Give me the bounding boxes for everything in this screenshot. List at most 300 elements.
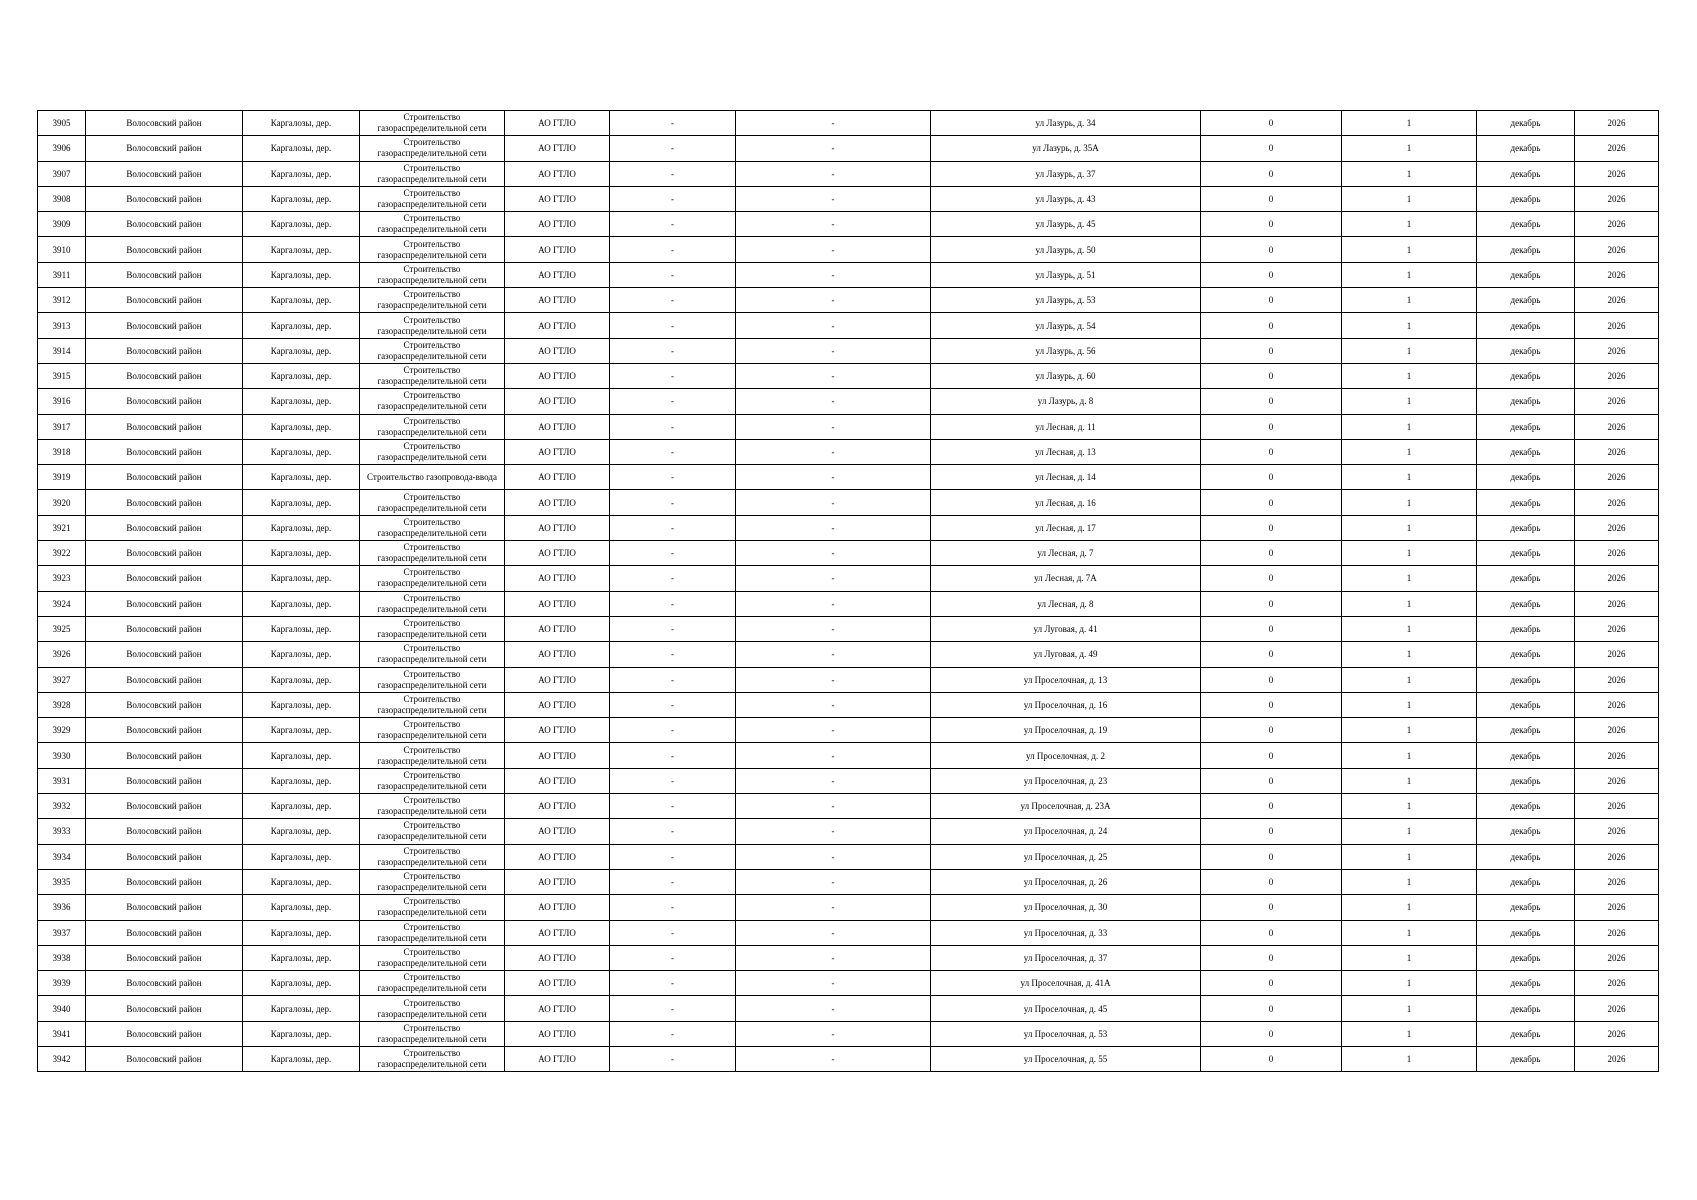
cell-col7: - [736, 515, 931, 540]
cell-work-type [360, 844, 505, 869]
cell-number: 3905 [38, 111, 86, 136]
work-type-text: Строительство газораспределительной сети [377, 441, 487, 462]
cell-address: ул Проселочная, д. 19 [931, 718, 1201, 743]
cell-number: 3912 [38, 288, 86, 313]
cell-col6: - [610, 262, 736, 287]
cell-col10: 1 [1342, 541, 1477, 566]
table-row [38, 414, 1659, 439]
cell-month: декабрь [1477, 161, 1575, 186]
cell-col6: - [610, 136, 736, 161]
cell-col6: - [610, 288, 736, 313]
work-type-text: Строительство газораспределительной сети [377, 415, 487, 437]
table-row [38, 642, 1659, 667]
cell-work-type [360, 642, 505, 667]
cell-number: 3934 [38, 844, 86, 869]
cell-col7: - [736, 616, 931, 641]
cell-settlement: Каргалозы, дер. [243, 692, 360, 717]
work-type-text: Строительство газораспределительной сети [377, 188, 487, 210]
cell-district: Волосовский район [86, 591, 243, 616]
work-type-text: Строительство газопровода-ввода [367, 471, 497, 482]
cell-organization: АО ГТЛО [505, 945, 610, 970]
cell-organization: АО ГТЛО [505, 389, 610, 414]
cell-col10: 1 [1342, 136, 1477, 161]
cell-organization: АО ГТЛО [505, 819, 610, 844]
cell-work-type [360, 161, 505, 186]
cell-year: 2026 [1575, 541, 1659, 566]
cell-col10: 1 [1342, 718, 1477, 743]
cell-settlement: Каргалозы, дер. [243, 288, 360, 313]
cell-col9: 0 [1201, 920, 1342, 945]
cell-year: 2026 [1575, 414, 1659, 439]
cell-number: 3918 [38, 439, 86, 464]
work-type-text: Строительство газораспределительной сети [377, 365, 487, 387]
cell-settlement: Каргалозы, дер. [243, 515, 360, 540]
table-row [38, 844, 1659, 869]
cell-settlement: Каргалозы, дер. [243, 642, 360, 667]
cell-col7: - [736, 490, 931, 515]
cell-number: 3937 [38, 920, 86, 945]
cell-col7: - [736, 111, 931, 136]
cell-col9: 0 [1201, 288, 1342, 313]
work-type-text: Строительство газораспределительной сети [377, 289, 487, 311]
work-type-text: Строительство газораспределительной сети [377, 516, 487, 538]
cell-year: 2026 [1575, 743, 1659, 768]
cell-col9: 0 [1201, 642, 1342, 667]
cell-year: 2026 [1575, 465, 1659, 490]
work-type-text: Строительство газораспределительной сети [377, 946, 487, 968]
cell-col10: 1 [1342, 591, 1477, 616]
cell-number: 3942 [38, 1046, 86, 1071]
cell-settlement: Каргалозы, дер. [243, 971, 360, 996]
cell-year: 2026 [1575, 692, 1659, 717]
cell-col9: 0 [1201, 237, 1342, 262]
cell-col10: 1 [1342, 819, 1477, 844]
cell-col7: - [736, 288, 931, 313]
cell-settlement: Каргалозы, дер. [243, 819, 360, 844]
cell-organization: АО ГТЛО [505, 212, 610, 237]
cell-month: декабрь [1477, 313, 1575, 338]
cell-col7: - [736, 591, 931, 616]
cell-col7: - [736, 1021, 931, 1046]
cell-col7: - [736, 945, 931, 970]
cell-settlement: Каргалозы, дер. [243, 111, 360, 136]
table-row [38, 161, 1659, 186]
work-type-text: Строительство газораспределительной сети [377, 871, 487, 893]
cell-number: 3939 [38, 971, 86, 996]
cell-month: декабрь [1477, 642, 1575, 667]
cell-number: 3927 [38, 667, 86, 692]
cell-number: 3932 [38, 794, 86, 819]
cell-col9: 0 [1201, 692, 1342, 717]
cell-col9: 0 [1201, 616, 1342, 641]
cell-year: 2026 [1575, 996, 1659, 1021]
cell-col10: 1 [1342, 920, 1477, 945]
cell-year: 2026 [1575, 490, 1659, 515]
cell-year: 2026 [1575, 161, 1659, 186]
cell-col6: - [610, 895, 736, 920]
cell-work-type [360, 414, 505, 439]
cell-col9: 0 [1201, 1021, 1342, 1046]
cell-address: ул Проселочная, д. 45 [931, 996, 1201, 1021]
cell-col9: 0 [1201, 313, 1342, 338]
cell-col9: 0 [1201, 996, 1342, 1021]
cell-number: 3930 [38, 743, 86, 768]
work-type-text: Строительство газораспределительной сети [377, 213, 487, 235]
cell-col7: - [736, 895, 931, 920]
cell-work-type [360, 212, 505, 237]
cell-address: ул Проселочная, д. 24 [931, 819, 1201, 844]
cell-col7: - [736, 541, 931, 566]
cell-district: Волосовский район [86, 414, 243, 439]
cell-work-type [360, 389, 505, 414]
cell-col7: - [736, 692, 931, 717]
cell-col7: - [736, 920, 931, 945]
cell-col10: 1 [1342, 794, 1477, 819]
cell-col6: - [610, 439, 736, 464]
cell-address: ул Лесная, д. 14 [931, 465, 1201, 490]
cell-work-type [360, 338, 505, 363]
cell-organization: АО ГТЛО [505, 186, 610, 211]
work-type-text: Строительство газораспределительной сети [377, 1048, 487, 1070]
cell-district: Волосовский район [86, 869, 243, 894]
cell-month: декабрь [1477, 237, 1575, 262]
cell-settlement: Каргалозы, дер. [243, 616, 360, 641]
table-row [38, 389, 1659, 414]
cell-address: ул Лесная, д. 7А [931, 566, 1201, 591]
cell-settlement: Каргалозы, дер. [243, 1046, 360, 1071]
cell-work-type [360, 616, 505, 641]
cell-work-type [360, 819, 505, 844]
cell-col9: 0 [1201, 667, 1342, 692]
cell-district: Волосовский район [86, 642, 243, 667]
cell-work-type [360, 869, 505, 894]
cell-number: 3916 [38, 389, 86, 414]
cell-work-type [360, 566, 505, 591]
cell-work-type [360, 136, 505, 161]
cell-district: Волосовский район [86, 971, 243, 996]
cell-col10: 1 [1342, 996, 1477, 1021]
cell-month: декабрь [1477, 566, 1575, 591]
cell-settlement: Каргалозы, дер. [243, 920, 360, 945]
cell-settlement: Каргалозы, дер. [243, 465, 360, 490]
cell-col10: 1 [1342, 895, 1477, 920]
cell-col9: 0 [1201, 262, 1342, 287]
cell-year: 2026 [1575, 794, 1659, 819]
cell-number: 3913 [38, 313, 86, 338]
cell-number: 3911 [38, 262, 86, 287]
cell-organization: АО ГТЛО [505, 692, 610, 717]
cell-district: Волосовский район [86, 566, 243, 591]
cell-month: декабрь [1477, 414, 1575, 439]
cell-organization: АО ГТЛО [505, 566, 610, 591]
cell-col10: 1 [1342, 465, 1477, 490]
cell-district: Волосовский район [86, 363, 243, 388]
cell-organization: АО ГТЛО [505, 794, 610, 819]
table-row [38, 465, 1659, 490]
cell-district: Волосовский район [86, 819, 243, 844]
cell-district: Волосовский район [86, 743, 243, 768]
cell-col10: 1 [1342, 844, 1477, 869]
cell-col7: - [736, 363, 931, 388]
cell-address: ул Лесная, д. 7 [931, 541, 1201, 566]
cell-col6: - [610, 920, 736, 945]
table-row [38, 541, 1659, 566]
cell-organization: АО ГТЛО [505, 490, 610, 515]
cell-work-type [360, 186, 505, 211]
table-row [38, 111, 1659, 136]
cell-number: 3919 [38, 465, 86, 490]
cell-number: 3908 [38, 186, 86, 211]
cell-col9: 0 [1201, 439, 1342, 464]
cell-month: декабрь [1477, 363, 1575, 388]
cell-col9: 0 [1201, 768, 1342, 793]
cell-work-type [360, 667, 505, 692]
cell-col6: - [610, 718, 736, 743]
cell-year: 2026 [1575, 920, 1659, 945]
cell-year: 2026 [1575, 718, 1659, 743]
table-row [38, 515, 1659, 540]
cell-col10: 1 [1342, 414, 1477, 439]
work-type-text: Строительство газораспределительной сети [377, 769, 487, 791]
cell-address: ул Проселочная, д. 53 [931, 1021, 1201, 1046]
work-type-text: Строительство газораспределительной сети [377, 643, 487, 665]
cell-address: ул Лазурь, д. 51 [931, 262, 1201, 287]
cell-col10: 1 [1342, 111, 1477, 136]
cell-number: 3931 [38, 768, 86, 793]
cell-district: Волосовский район [86, 1021, 243, 1046]
cell-month: декабрь [1477, 288, 1575, 313]
cell-col10: 1 [1342, 971, 1477, 996]
cell-col10: 1 [1342, 945, 1477, 970]
cell-settlement: Каргалозы, дер. [243, 591, 360, 616]
work-type-text: Строительство газораспределительной сети [377, 137, 487, 159]
cell-col6: - [610, 237, 736, 262]
cell-address: ул Лесная, д. 8 [931, 591, 1201, 616]
cell-month: декабрь [1477, 186, 1575, 211]
cell-work-type [360, 262, 505, 287]
cell-address: ул Проселочная, д. 2 [931, 743, 1201, 768]
cell-settlement: Каргалозы, дер. [243, 161, 360, 186]
cell-number: 3933 [38, 819, 86, 844]
cell-work-type [360, 541, 505, 566]
cell-organization: АО ГТЛО [505, 136, 610, 161]
cell-address: ул Лазурь, д. 50 [931, 237, 1201, 262]
cell-address: ул Лазурь, д. 60 [931, 363, 1201, 388]
cell-col10: 1 [1342, 363, 1477, 388]
cell-number: 3909 [38, 212, 86, 237]
cell-col10: 1 [1342, 566, 1477, 591]
cell-month: декабрь [1477, 541, 1575, 566]
table-row [38, 794, 1659, 819]
work-type-text: Строительство газораспределительной сети [377, 339, 487, 361]
cell-col10: 1 [1342, 1021, 1477, 1046]
cell-col10: 1 [1342, 313, 1477, 338]
cell-month: декабрь [1477, 920, 1575, 945]
cell-district: Волосовский район [86, 895, 243, 920]
cell-month: декабрь [1477, 136, 1575, 161]
cell-col9: 0 [1201, 971, 1342, 996]
cell-work-type [360, 768, 505, 793]
cell-col10: 1 [1342, 642, 1477, 667]
cell-address: ул Проселочная, д. 30 [931, 895, 1201, 920]
cell-address: ул Проселочная, д. 26 [931, 869, 1201, 894]
cell-year: 2026 [1575, 111, 1659, 136]
cell-col10: 1 [1342, 338, 1477, 363]
cell-number: 3924 [38, 591, 86, 616]
cell-work-type [360, 465, 505, 490]
cell-address: ул Лазурь, д. 35А [931, 136, 1201, 161]
cell-district: Волосовский район [86, 844, 243, 869]
cell-col10: 1 [1342, 237, 1477, 262]
cell-number: 3915 [38, 363, 86, 388]
cell-number: 3928 [38, 692, 86, 717]
table-row [38, 996, 1659, 1021]
cell-work-type [360, 895, 505, 920]
cell-number: 3906 [38, 136, 86, 161]
cell-settlement: Каргалозы, дер. [243, 237, 360, 262]
cell-work-type [360, 237, 505, 262]
cell-organization: АО ГТЛО [505, 996, 610, 1021]
cell-col9: 0 [1201, 895, 1342, 920]
cell-year: 2026 [1575, 363, 1659, 388]
cell-district: Волосовский район [86, 718, 243, 743]
cell-year: 2026 [1575, 566, 1659, 591]
cell-settlement: Каргалозы, дер. [243, 186, 360, 211]
cell-settlement: Каргалозы, дер. [243, 338, 360, 363]
table-row [38, 338, 1659, 363]
cell-col7: - [736, 262, 931, 287]
cell-settlement: Каргалозы, дер. [243, 566, 360, 591]
cell-district: Волосовский район [86, 515, 243, 540]
cell-col6: - [610, 844, 736, 869]
cell-col6: - [610, 1021, 736, 1046]
cell-year: 2026 [1575, 642, 1659, 667]
cell-work-type [360, 490, 505, 515]
cell-work-type [360, 920, 505, 945]
cell-col7: - [736, 819, 931, 844]
cell-settlement: Каргалозы, дер. [243, 895, 360, 920]
cell-col9: 0 [1201, 743, 1342, 768]
cell-col7: - [736, 389, 931, 414]
table-row [38, 692, 1659, 717]
cell-district: Волосовский район [86, 996, 243, 1021]
cell-col6: - [610, 490, 736, 515]
cell-month: декабрь [1477, 692, 1575, 717]
cell-work-type [360, 945, 505, 970]
cell-month: декабрь [1477, 895, 1575, 920]
table-row [38, 768, 1659, 793]
table-row [38, 945, 1659, 970]
cell-year: 2026 [1575, 1021, 1659, 1046]
table-row [38, 869, 1659, 894]
cell-col6: - [610, 566, 736, 591]
cell-col9: 0 [1201, 465, 1342, 490]
cell-col7: - [736, 667, 931, 692]
cell-col7: - [736, 465, 931, 490]
cell-work-type [360, 996, 505, 1021]
cell-organization: АО ГТЛО [505, 718, 610, 743]
work-type-text: Строительство газораспределительной сети [377, 618, 487, 640]
work-type-text: Строительство газораспределительной сети [377, 112, 487, 134]
cell-col6: - [610, 819, 736, 844]
cell-organization: АО ГТЛО [505, 971, 610, 996]
cell-month: декабрь [1477, 591, 1575, 616]
table-row [38, 616, 1659, 641]
cell-year: 2026 [1575, 439, 1659, 464]
cell-district: Волосовский район [86, 389, 243, 414]
cell-address: ул Проселочная, д. 23 [931, 768, 1201, 793]
cell-number: 3935 [38, 869, 86, 894]
cell-col10: 1 [1342, 515, 1477, 540]
cell-settlement: Каргалозы, дер. [243, 996, 360, 1021]
work-type-text: Строительство газораспределительной сети [377, 719, 487, 741]
cell-year: 2026 [1575, 819, 1659, 844]
cell-organization: АО ГТЛО [505, 111, 610, 136]
table-row [38, 1046, 1659, 1071]
cell-col9: 0 [1201, 794, 1342, 819]
cell-address: ул Проселочная, д. 41А [931, 971, 1201, 996]
cell-col9: 0 [1201, 338, 1342, 363]
cell-year: 2026 [1575, 186, 1659, 211]
table-body [38, 111, 1659, 1072]
cell-col7: - [736, 718, 931, 743]
cell-number: 3929 [38, 718, 86, 743]
cell-col7: - [736, 414, 931, 439]
cell-settlement: Каргалозы, дер. [243, 136, 360, 161]
cell-month: декабрь [1477, 515, 1575, 540]
cell-col9: 0 [1201, 212, 1342, 237]
cell-month: декабрь [1477, 389, 1575, 414]
cell-organization: АО ГТЛО [505, 313, 610, 338]
cell-district: Волосовский район [86, 768, 243, 793]
cell-work-type [360, 591, 505, 616]
cell-settlement: Каргалозы, дер. [243, 743, 360, 768]
work-type-text: Строительство газораспределительной сети [377, 744, 487, 766]
cell-work-type [360, 515, 505, 540]
cell-district: Волосовский район [86, 490, 243, 515]
cell-organization: АО ГТЛО [505, 895, 610, 920]
cell-settlement: Каргалозы, дер. [243, 794, 360, 819]
cell-col6: - [610, 1046, 736, 1071]
cell-address: ул Лазурь, д. 56 [931, 338, 1201, 363]
cell-settlement: Каргалозы, дер. [243, 414, 360, 439]
cell-col6: - [610, 414, 736, 439]
cell-district: Волосовский район [86, 161, 243, 186]
cell-settlement: Каргалозы, дер. [243, 490, 360, 515]
cell-col7: - [736, 212, 931, 237]
cell-col9: 0 [1201, 819, 1342, 844]
cell-month: декабрь [1477, 869, 1575, 894]
cell-organization: АО ГТЛО [505, 869, 610, 894]
cell-col6: - [610, 363, 736, 388]
cell-col6: - [610, 186, 736, 211]
cell-work-type [360, 971, 505, 996]
cell-district: Волосовский район [86, 439, 243, 464]
cell-address: ул Луговая, д. 41 [931, 616, 1201, 641]
table-row [38, 718, 1659, 743]
cell-col7: - [736, 136, 931, 161]
cell-address: ул Лазурь, д. 34 [931, 111, 1201, 136]
cell-district: Волосовский район [86, 136, 243, 161]
cell-organization: АО ГТЛО [505, 616, 610, 641]
cell-col7: - [736, 186, 931, 211]
cell-col9: 0 [1201, 945, 1342, 970]
cell-month: декабрь [1477, 1021, 1575, 1046]
table-row [38, 667, 1659, 692]
cell-district: Волосовский район [86, 794, 243, 819]
table-row [38, 186, 1659, 211]
cell-work-type [360, 692, 505, 717]
